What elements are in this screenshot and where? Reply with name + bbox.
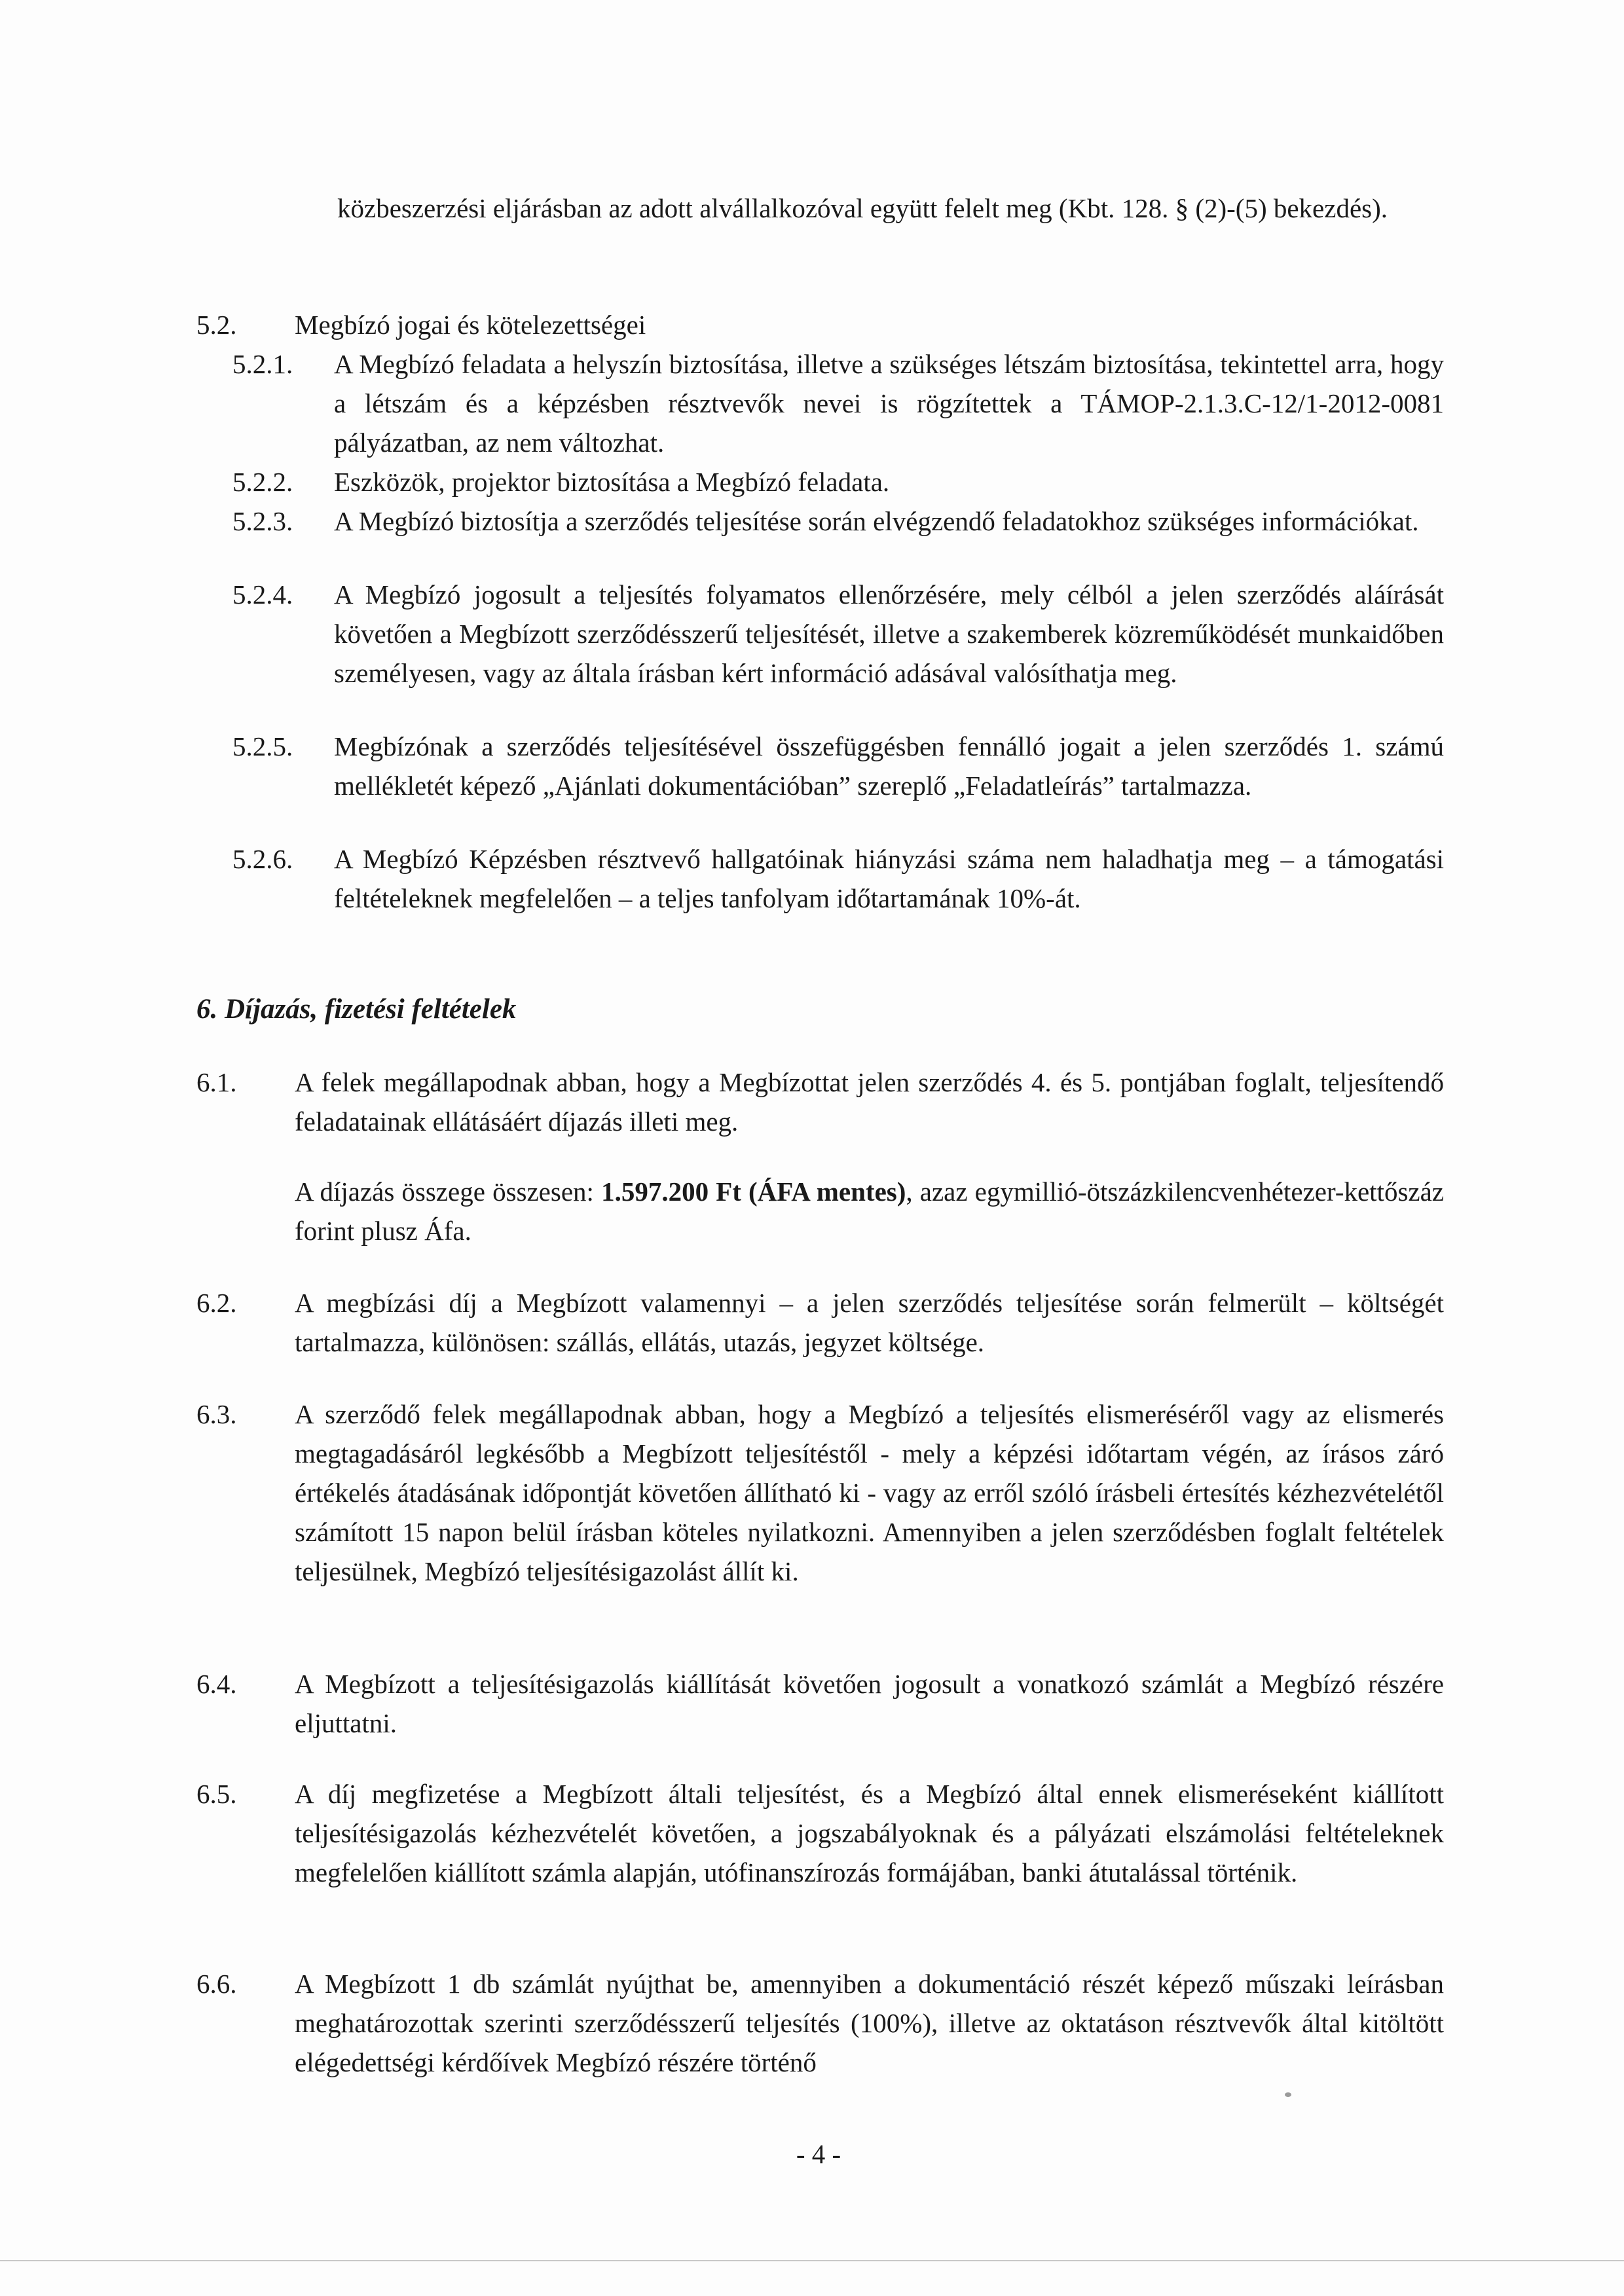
section-number: 5.2. (196, 310, 237, 340)
item-text: Eszközök, projektor biztosítása a Megbízó feladata. (334, 467, 890, 497)
intro-paragraph: közbeszerzési eljárásban az adott alvállalkozóval együtt felelt meg (Kbt. 128. § (2)-(5) bekezdés). (337, 193, 1388, 223)
item-text: Megbízónak a szerződés teljesítésével összefüggésben fennálló jogait a jelen szerződés 1. számú mellékletét képező „Ajánlati dokumentációban” szereplő „Feladatleírás” tartalmazza. (334, 731, 1444, 801)
section-title: Megbízó jogai és kötelezettségei (295, 310, 646, 340)
item-number: 6.4. (196, 1669, 237, 1699)
item-number: 6.5. (196, 1779, 237, 1809)
page-number: - 4 - (796, 2139, 841, 2169)
item-text: A Megbízó feladata a helyszín biztosítása, illetve a szükséges létszám biztosítása, tekintettel arra, hogy a létszám és a képzésben résztvevők nevei is rögzítettek a TÁMOP-2.1.3.C-12/1-2012-0081 pályázatban, az nem változhat. (334, 349, 1444, 458)
scan-edge-line (0, 2260, 1624, 2261)
item-text: A Megbízó biztosítja a szerződés teljesítése során elvégzendő feladatokhoz szükséges információkat. (334, 506, 1419, 536)
item-number: 5.2.6. (232, 844, 293, 874)
fee-suffix: , azaz egymillió-ötszázkilencvenhétezer-kettőszáz forint plusz Áfa. (295, 1176, 1444, 1246)
item-number: 5.2.4. (232, 579, 293, 610)
item-number: 5.2.3. (232, 506, 293, 536)
item-number: 5.2.1. (232, 349, 293, 379)
item-text: A megbízási díj a Megbízott valamennyi – a jelen szerződés teljesítése során felmerült – költségét tartalmazza, különösen: szállás, ellátás, utazás, jegyzet költsége. (295, 1288, 1444, 1357)
item-number: 5.2.2. (232, 467, 293, 497)
item-number: 5.2.5. (232, 731, 293, 761)
fee-paragraph (295, 1172, 1444, 1250)
item-text: A díj megfizetése a Megbízott általi teljesítést, és a Megbízó által ennek elismeréseként kiállított teljesítésigazolás kézhezvételét követően, a jogszabályoknak és a pályázati elszámolási feltételeknek megfelelően kiállított számla alapján, utófinanszírozás formájában, banki átutalással történik. (295, 1779, 1444, 1887)
item-text: A Megbízott 1 db számlát nyújthat be, amennyiben a dokumentáció részét képező műszaki leírásban meghatározottak szerinti szerződésszerű teljesítés (100%), illetve az oktatáson résztvevők által kitöltött elégedettségi kérdőívek Megbízó részére történő (295, 1969, 1444, 2077)
item-number: 6.1. (196, 1067, 237, 1097)
item-text: A felek megállapodnak abban, hogy a Megbízottat jelen szerződés 4. és 5. pontjában foglalt, teljesítendő feladatainak ellátásáért díjazás illeti meg. (295, 1067, 1444, 1137)
item-text: A Megbízott a teljesítésigazolás kiállítását követően jogosult a vonatkozó számlát a Megbízó részére eljuttatni. (295, 1669, 1444, 1738)
item-text: A Megbízó Képzésben résztvevő hallgatóinak hiányzási száma nem haladhatja meg – a támogatási feltételeknek megfelelően – a teljes tanfolyam időtartamának 10%-át. (334, 844, 1444, 913)
item-text: A Megbízó jogosult a teljesítés folyamatos ellenőrzésére, mely célból a jelen szerződés aláírását követően a Megbízott szerződésszerű teljesítését, illetve a szakemberek közreműködését munkaidőben személyesen, vagy az általa írásban kért információ adásával valósíthatja meg. (334, 579, 1444, 688)
fee-prefix: A díjazás összege összesen: (295, 1176, 602, 1207)
item-number: 6.3. (196, 1399, 237, 1429)
item-number: 6.2. (196, 1288, 237, 1318)
item-number: 6.6. (196, 1969, 237, 1999)
fee-amount: 1.597.200 Ft (ÁFA mentes) (601, 1176, 906, 1207)
section-heading: 6. Díjazás, fizetési feltételek (196, 994, 517, 1025)
scan-speck (1285, 2092, 1291, 2097)
item-text: A szerződő felek megállapodnak abban, hogy a Megbízó a teljesítés elismeréséről vagy az elismerés megtagadásáról legkésőbb a Megbízott teljesítéstől - mely a képzési időtartam végén, az írásos záró értékelés átadásának időpontját követően állítható ki - vagy az erről szóló írásbeli értesítés kézhezvételétől számított 15 napon belül írásban köteles nyilatkozni. Amennyiben a jelen szerződésben foglalt feltételek teljesülnek, Megbízó teljesítésigazolást állít ki. (295, 1399, 1444, 1586)
